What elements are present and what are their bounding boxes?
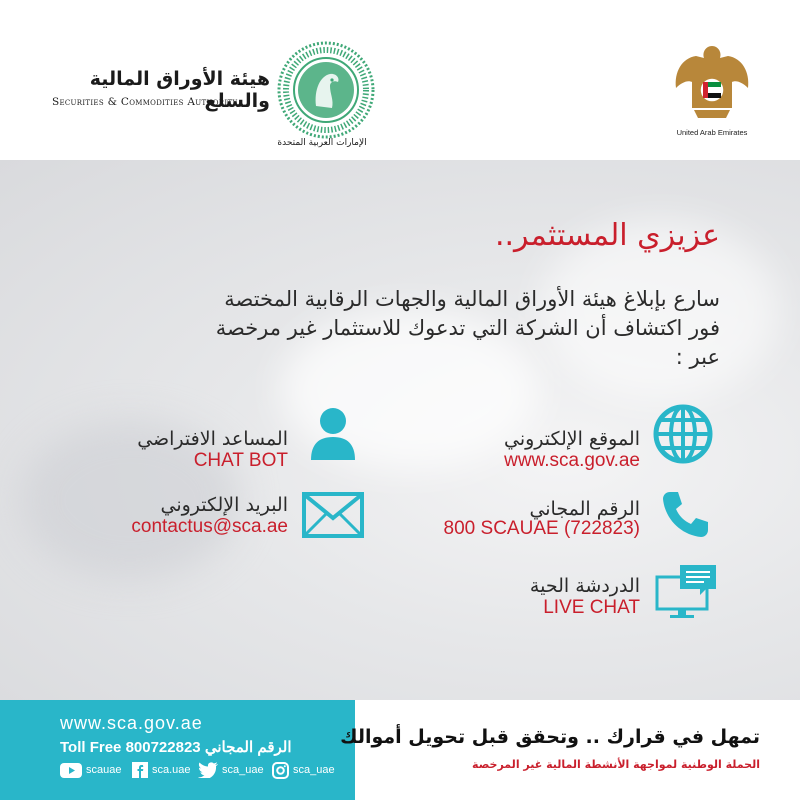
chatbot-link[interactable]: CHAT BOT [193,450,288,471]
tollfree-number[interactable]: 800 SCAUAE (722823) [443,518,640,539]
youtube-icon [60,763,82,778]
tollfree-title: الرقم المجاني [529,498,640,520]
facebook-icon [132,762,148,778]
sca-name-arabic: هيئة الأوراق المالية والسلع [89,68,270,112]
phone-icon [660,488,712,540]
email-title: البريد الإلكتروني [160,494,288,516]
globe-icon [653,404,713,464]
intro-line: فور اكتشاف أن الشركة التي تدعوك للاستثمار غير مرخصة [215,316,720,340]
footer-toll-free[interactable]: Toll Free 800722823 الرقم المجاني [60,739,292,756]
email-link[interactable]: contactus@sca.ae [131,516,288,537]
twitter-icon [198,762,218,778]
website-link[interactable]: www.sca.gov.ae [504,450,640,471]
livechat-link[interactable]: LIVE CHAT [543,597,640,618]
youtube-link[interactable] [60,760,121,780]
twitter-link[interactable] [198,760,264,780]
twitter-handle: sca_uae [222,764,264,776]
instagram-link[interactable] [272,760,335,780]
uae-label: United Arab Emirates [676,128,748,137]
seal-caption: الإمارات العربية المتحدة [277,138,367,148]
instagram-handle: sca_uae [293,764,335,776]
livechat-title: الدردشة الحية [529,575,640,597]
chatbot-title: المساعد الافتراضي [137,428,288,450]
facebook-link[interactable] [132,760,191,780]
facebook-handle: sca.uae [152,764,191,776]
uae-emblem-logo [672,38,752,128]
chat-monitor-icon [654,563,718,621]
website-title: الموقع الإلكتروني [503,428,640,450]
intro-text [90,285,720,372]
sca-name-english: Securities & Commodities Authority [52,96,238,108]
sca-seal-logo [276,40,376,140]
intro-line: عبر : [675,345,720,369]
footer-slogan-panel [340,700,800,800]
youtube-handle: scauae [86,764,122,776]
user-icon [309,406,357,462]
envelope-icon [302,492,364,538]
campaign-name: الحملة الوطنية لمواجهة الأنشطة المالية غير المرخصة [472,758,760,771]
intro-line: سارع بإبلاغ هيئة الأوراق المالية والجهات الرقابية المختصة [224,287,720,311]
campaign-slogan: تمهل في قرارك .. وتحقق قبل تحويل أموالك [340,726,760,748]
greeting-heading: عزيزي المستثمر.. [494,218,720,253]
footer-url[interactable]: www.sca.gov.ae [60,713,203,733]
instagram-icon [272,762,289,779]
